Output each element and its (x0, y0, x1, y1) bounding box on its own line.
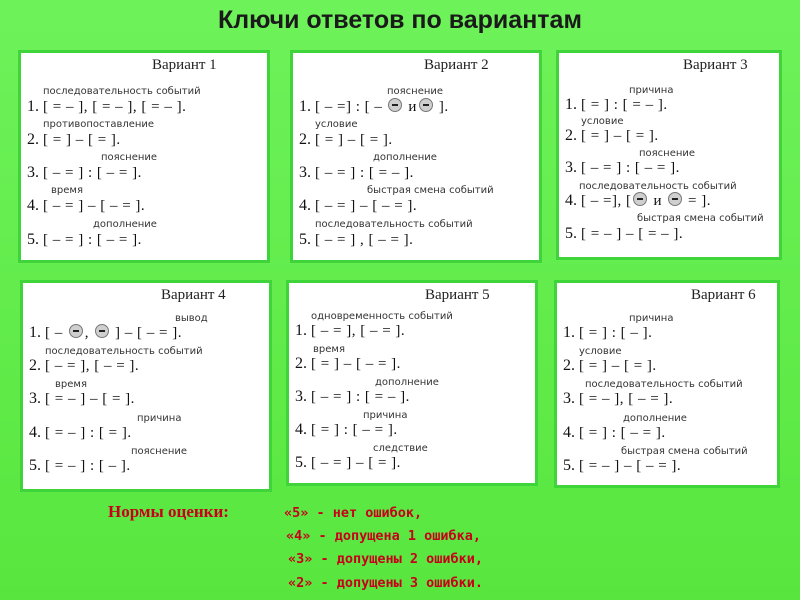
answer-row (29, 390, 135, 408)
label: причина (363, 410, 408, 421)
variant-card-2 (290, 50, 542, 263)
label: условие (581, 116, 624, 127)
answer-number: 3. (27, 164, 39, 181)
answer-number: 4. (27, 197, 39, 214)
label: последовательность событий (43, 86, 201, 97)
answer-number: 5. (299, 231, 311, 248)
answer-number: 3. (295, 388, 307, 405)
answer-formula: [ – =], [ (581, 193, 632, 209)
answer-formula: [ – (45, 325, 63, 341)
answer-formula: [ – = ], [ – = ]. (45, 358, 140, 374)
answer-number: 2. (299, 131, 311, 148)
variant-title: Вариант 1 (152, 57, 217, 73)
label: время (313, 344, 345, 355)
answer-formula-sep: , (84, 325, 89, 341)
answer-row (563, 424, 666, 442)
norm-line: «4» - допущена 1 ошибка, (286, 528, 482, 544)
label: последовательность событий (585, 379, 743, 390)
answer-number: 1. (565, 96, 577, 113)
answer-formula: [ – = ] – [ – = ]. (43, 198, 146, 214)
answer-row (295, 421, 398, 439)
answer-formula: [ – = ] : [ – = ]. (43, 232, 142, 248)
answer-number: 1. (29, 324, 41, 341)
answer-row (565, 192, 711, 210)
answer-formula-conj: и (653, 193, 662, 209)
variant-card-3 (556, 50, 782, 260)
norm-line: «5» - нет ошибок, (284, 505, 423, 521)
variant-title: Вариант 4 (161, 287, 226, 303)
norms-title: Нормы оценки: (108, 502, 229, 521)
answer-formula: [ = ] : [ – = ]. (579, 425, 666, 441)
answer-row (563, 324, 652, 342)
label: условие (579, 346, 622, 357)
answer-row (299, 98, 449, 116)
answer-row (295, 454, 401, 472)
answer-formula-conj: и (408, 99, 417, 115)
answer-formula: [ = ] – [ = ]. (43, 132, 121, 148)
answer-formula: [ = ] – [ – = ]. (311, 356, 401, 372)
minus-circle-icon (633, 192, 647, 206)
answer-row (299, 164, 414, 182)
answer-number: 4. (563, 424, 575, 441)
minus-circle-icon (69, 324, 83, 338)
label: причина (629, 85, 674, 96)
answer-row (29, 424, 132, 442)
answer-formula-end: ] – [ – = ]. (115, 325, 182, 341)
answer-formula: [ – = ], [ – = ]. (311, 323, 406, 339)
norm-line: «3» - допущены 2 ошибки, (288, 551, 484, 567)
answer-row (563, 457, 681, 475)
answer-formula: [ = ] : [ = – ]. (581, 97, 668, 113)
answer-number: 1. (295, 322, 307, 339)
answer-row (565, 127, 659, 145)
answer-row (295, 322, 405, 340)
answer-number: 4. (299, 197, 311, 214)
variant-title: Вариант 5 (425, 287, 490, 303)
label: причина (629, 313, 674, 324)
page-title: Ключи ответов по вариантам (218, 6, 582, 34)
label: дополнение (373, 152, 437, 163)
answer-number: 5. (565, 225, 577, 242)
answer-number: 2. (29, 357, 41, 374)
answer-formula: [ – = ] : [ – = ]. (43, 165, 142, 181)
answer-formula: [ = ] – [ = ]. (579, 358, 657, 374)
answer-row (299, 131, 393, 149)
answer-number: 5. (29, 457, 41, 474)
answer-number: 1. (299, 98, 311, 115)
answer-formula: [ – = ] – [ = ]. (311, 455, 401, 471)
answer-number: 2. (295, 355, 307, 372)
answer-formula-end: ]. (438, 99, 449, 115)
minus-circle-icon (419, 98, 433, 112)
variant-title: Вариант 6 (691, 287, 756, 303)
answer-formula: [ – = ] : [ = – ]. (311, 389, 410, 405)
answer-formula: [ = – ], [ – = ]. (579, 391, 674, 407)
answer-number: 5. (563, 457, 575, 474)
answer-row (565, 159, 680, 177)
answer-row (27, 231, 142, 249)
answer-number: 5. (27, 231, 39, 248)
variant-card-6 (554, 280, 780, 488)
answer-row (27, 164, 142, 182)
answer-row (29, 324, 182, 342)
answer-formula: [ – = ] – [ – = ]. (315, 198, 418, 214)
answer-formula: [ = ] – [ = ]. (581, 128, 659, 144)
label: последовательность событий (579, 181, 737, 192)
variant-card-1 (18, 50, 270, 263)
answer-number: 3. (565, 159, 577, 176)
answer-formula: [ = ] : [ – ]. (579, 325, 653, 341)
answer-number: 2. (565, 127, 577, 144)
answer-formula: [ = – ] – [ – = ]. (579, 458, 682, 474)
norm-line: «2» - допущены 3 ошибки. (288, 575, 484, 591)
variant-card-5 (286, 280, 538, 486)
answer-row (29, 457, 131, 475)
answer-formula: [ = ] – [ = ]. (315, 132, 393, 148)
answer-row (563, 390, 673, 408)
answer-row (565, 96, 668, 114)
answer-number: 3. (299, 164, 311, 181)
label: последовательность событий (45, 346, 203, 357)
answer-row (27, 98, 186, 116)
label: пояснение (387, 86, 444, 97)
answer-number: 2. (563, 357, 575, 374)
answer-number: 1. (563, 324, 575, 341)
answer-number: 2. (27, 131, 39, 148)
answer-row (295, 355, 401, 373)
label: быстрая смена событий (367, 185, 494, 196)
label: время (55, 379, 87, 390)
answer-formula: [ = – ] : [ = ]. (45, 425, 132, 441)
variant-card-4 (20, 280, 272, 492)
minus-circle-icon (668, 192, 682, 206)
label: дополнение (375, 377, 439, 388)
answer-formula: [ – = ] : [ = – ]. (315, 165, 414, 181)
variant-title: Вариант 3 (683, 57, 748, 73)
answer-number: 3. (563, 390, 575, 407)
answer-formula-end: = ]. (687, 193, 711, 209)
answer-row (565, 225, 683, 243)
answer-number: 3. (29, 390, 41, 407)
label: быстрая смена событий (621, 446, 748, 457)
answer-number: 4. (295, 421, 307, 438)
label: противопоставление (43, 119, 155, 130)
answer-row (299, 231, 413, 249)
answer-row (27, 197, 145, 215)
variant-title: Вариант 2 (424, 57, 489, 73)
answer-formula: [ – = ] , [ – = ]. (315, 232, 414, 248)
label: дополнение (93, 219, 157, 230)
answer-formula: [ = – ] : [ – ]. (45, 458, 131, 474)
answer-formula: [ – = ] : [ – = ]. (581, 160, 680, 176)
answer-number: 4. (29, 424, 41, 441)
label: пояснение (101, 152, 158, 163)
answer-row (29, 357, 139, 375)
label: одновременность событий (311, 311, 453, 322)
minus-circle-icon (388, 98, 402, 112)
label: следствие (373, 443, 428, 454)
answer-formula: [ = – ], [ = – ], [ = – ]. (43, 99, 187, 115)
answer-formula: [ – =] : [ – (315, 99, 383, 115)
answer-row (27, 131, 121, 149)
label: дополнение (623, 413, 687, 424)
label: вывод (175, 313, 208, 324)
label: пояснение (131, 446, 188, 457)
label: время (51, 185, 83, 196)
answer-number: 4. (565, 192, 577, 209)
minus-circle-icon (95, 324, 109, 338)
answer-row (563, 357, 657, 375)
label: пояснение (639, 148, 696, 159)
answer-formula: [ = – ] – [ = – ]. (581, 226, 684, 242)
answer-formula: [ = – ] – [ = ]. (45, 391, 135, 407)
label: последовательность событий (315, 219, 473, 230)
label: быстрая смена событий (637, 213, 764, 224)
answer-number: 5. (295, 454, 307, 471)
answer-row (295, 388, 410, 406)
label: условие (315, 119, 358, 130)
answer-number: 1. (27, 98, 39, 115)
label: причина (137, 413, 182, 424)
answer-formula: [ = ] : [ – = ]. (311, 422, 398, 438)
answer-row (299, 197, 417, 215)
